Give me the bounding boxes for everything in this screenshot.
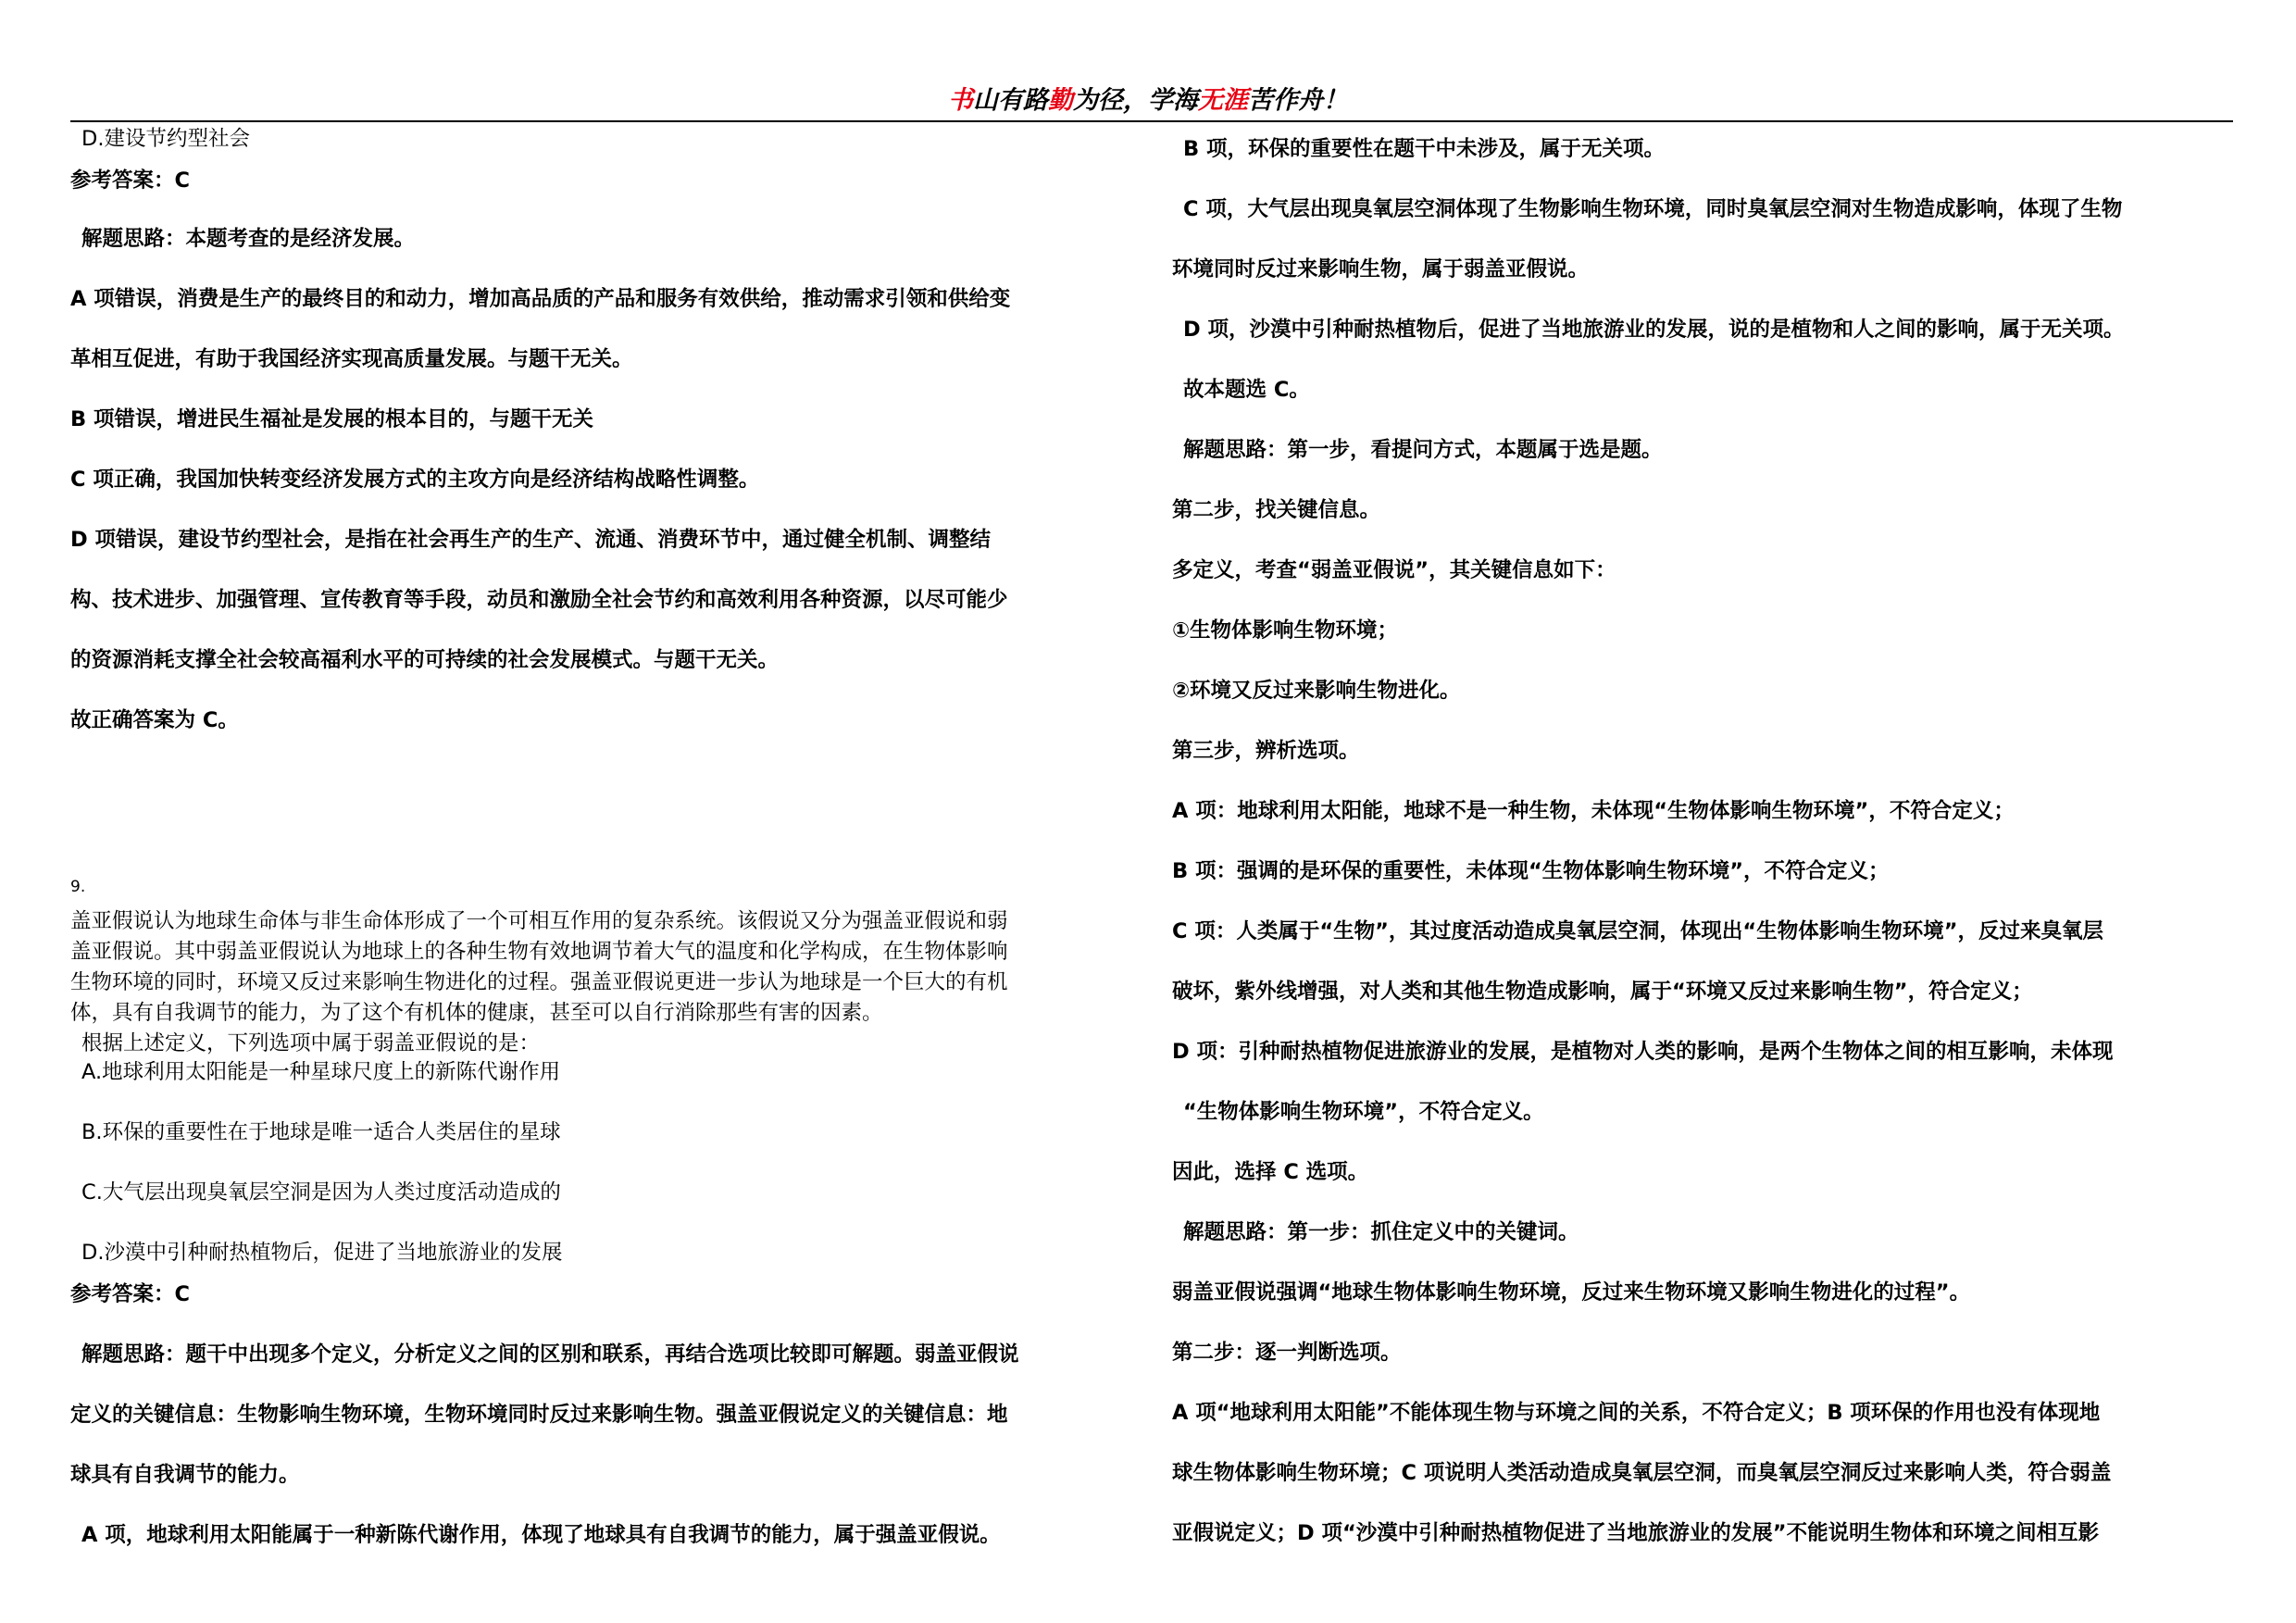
motto-seg-6: 苦作舟！ xyxy=(1248,86,1348,115)
explanation-line: 弱盖亚假说强调“地球生物体影响生物环境，反过来生物环境又影响生物进化的过程”。 xyxy=(1172,1280,1971,1305)
page-header-motto xyxy=(0,80,2296,126)
answer-label-q9: 参考答案：C xyxy=(70,1282,191,1306)
motto-seg-3: 勤 xyxy=(1048,86,1073,115)
explanation-line: 构、技术进步、加强管理、宣传教育等手段，动员和激励全社会节约和高效利用各种资源，以尽可能少 xyxy=(70,588,1008,612)
explanation-line: C 项，大气层出现臭氧层空洞体现了生物影响生物环境，同时臭氧层空洞对生物造成影响，体现了生物 xyxy=(1183,197,2123,221)
explanation-line: 第二步：逐一判断选项。 xyxy=(1172,1341,1402,1365)
explanation-line: 破坏，紫外线增强，对人类和其他生物造成影响，属于“环境又反过来影响生物”，符合定义； xyxy=(1172,980,2033,1004)
option-c: C.大气层出现臭氧层空洞是因为人类过度活动造成的 xyxy=(81,1180,561,1205)
motto-seg-4: 为径，学海 xyxy=(1073,86,1198,115)
explanation-line: 故本题选 C。 xyxy=(1183,378,1310,402)
option-a: A.地球利用太阳能是一种星球尺度上的新陈代谢作用 xyxy=(81,1060,561,1084)
explanation-line: 定义的关键信息：生物影响生物环境，生物环境同时反过来影响生物。强盖亚假说定义的关键信息：地 xyxy=(70,1403,1008,1427)
explanation-line: ①生物体影响生物环境； xyxy=(1172,618,1399,643)
option-d: D.沙漠中引种耐热植物后，促进了当地旅游业的发展 xyxy=(81,1241,563,1265)
question-stem-line: 体，具有自我调节的能力，为了这个有机体的健康，甚至可以自行消除那些有害的因素。 xyxy=(70,1001,883,1025)
explanation-line: A 项：地球利用太阳能，地球不是一种生物，未体现“生物体影响生物环境”，不符合定义； xyxy=(1172,799,2015,823)
question-number: 9. xyxy=(70,878,86,896)
explanation-line: 亚假说定义；D 项“沙漠中引种耐热植物促进了当地旅游业的发展”不能说明生物体和环境之间相互影 xyxy=(1172,1521,2100,1545)
explanation-line: 第二步，找关键信息。 xyxy=(1172,498,1381,522)
option-d-q8: D.建设节约型社会 xyxy=(81,127,250,151)
explanation-line: 球生物体影响生物环境；C 项说明人类活动造成臭氧层空洞，而臭氧层空洞反过来影响人类，符合弱盖 xyxy=(1172,1461,2112,1485)
explanation-line: “生物体影响生物环境”，不符合定义。 xyxy=(1183,1100,1544,1124)
explanation-line: 第三步，辨析选项。 xyxy=(1172,739,1360,763)
explanation-line: 革相互促进，有助于我国经济实现高质量发展。与题干无关。 xyxy=(70,347,633,371)
header-divider xyxy=(70,120,2233,122)
explanation-line: D 项：引种耐热植物促进旅游业的发展，是植物对人类的影响，是两个生物体之间的相互影响，未体现 xyxy=(1172,1040,2114,1064)
answer-label-q8: 参考答案：C xyxy=(70,169,191,193)
explanation-line: 多定义，考查“弱盖亚假说”，其关键信息如下： xyxy=(1172,558,1616,582)
explanation-line: ②环境又反过来影响生物进化。 xyxy=(1172,679,1461,703)
explanation-line: D 项错误，建设节约型社会，是指在社会再生产的生产、流通、消费环节中，通过健全机制、调整结 xyxy=(70,528,992,552)
question-stem-line: 生物环境的同时，环境又反过来影响生物进化的过程。强盖亚假说更进一步认为地球是一个巨大的有机 xyxy=(70,970,1008,994)
explanation-line: 球具有自我调节的能力。 xyxy=(70,1463,300,1487)
question-prompt: 根据上述定义，下列选项中属于弱盖亚假说的是： xyxy=(81,1031,541,1055)
motto-seg-2: 山有路 xyxy=(973,86,1048,115)
explanation-line: 的资源消耗支撑全社会较高福利水平的可持续的社会发展模式。与题干无关。 xyxy=(70,648,780,672)
explanation-line: A 项错误，消费是生产的最终目的和动力，增加高品质的产品和服务有效供给，推动需求引领和供给变 xyxy=(70,287,1011,311)
explanation-line: 环境同时反过来影响生物，属于弱盖亚假说。 xyxy=(1172,257,1590,281)
motto-seg-1: 书 xyxy=(948,86,973,115)
explanation-line: A 项“地球利用太阳能”不能体现生物与环境之间的关系，不符合定义；B 项环保的作用也没有体现地 xyxy=(1172,1401,2101,1425)
explanation-line: B 项，环保的重要性在题干中未涉及，属于无关项。 xyxy=(1183,137,1665,161)
explanation-line: D 项，沙漠中引种耐热植物后，促进了当地旅游业的发展，说的是植物和人之间的影响，属于无关项。 xyxy=(1183,318,2125,342)
question-stem-line: 盖亚假说。其中弱盖亚假说认为地球上的各种生物有效地调节着大气的温度和化学构成，在生物体影响 xyxy=(70,940,1008,964)
motto-seg-5: 无涯 xyxy=(1198,86,1248,115)
conclusion-q8: 故正确答案为 C。 xyxy=(70,708,239,732)
explanation-line: B 项错误，增进民生福祉是发展的根本目的，与题干无关 xyxy=(70,407,593,431)
explanation-line: C 项正确，我国加快转变经济发展方式的主攻方向是经济结构战略性调整。 xyxy=(70,468,760,492)
explanation-line: 解题思路：本题考查的是经济发展。 xyxy=(81,227,416,251)
explanation-line: B 项：强调的是环保的重要性，未体现“生物体影响生物环境”，不符合定义； xyxy=(1172,859,1890,883)
explanation-line: A 项，地球利用太阳能属于一种新陈代谢作用，体现了地球具有自我调节的能力，属于强盖亚假说。 xyxy=(81,1523,1001,1547)
option-b: B.环保的重要性在于地球是唯一适合人类居住的星球 xyxy=(81,1120,561,1144)
explanation-line: C 项：人类属于“生物”，其过度活动造成臭氧层空洞，体现出“生物体影响生物环境”，反过来臭氧层 xyxy=(1172,919,2103,943)
explanation-line: 因此，选择 C 选项。 xyxy=(1172,1160,1369,1184)
explanation-line: 解题思路：题干中出现多个定义，分析定义之间的区别和联系，再结合选项比较即可解题。弱盖亚假说 xyxy=(81,1342,1019,1367)
explanation-line: 解题思路：第一步：抓住定义中的关键词。 xyxy=(1183,1220,1579,1244)
explanation-line: 解题思路：第一步，看提问方式，本题属于选是题。 xyxy=(1183,438,1663,462)
question-stem-line: 盖亚假说认为地球生命体与非生命体形成了一个可相互作用的复杂系统。该假说又分为强盖亚假说和弱 xyxy=(70,909,1008,933)
